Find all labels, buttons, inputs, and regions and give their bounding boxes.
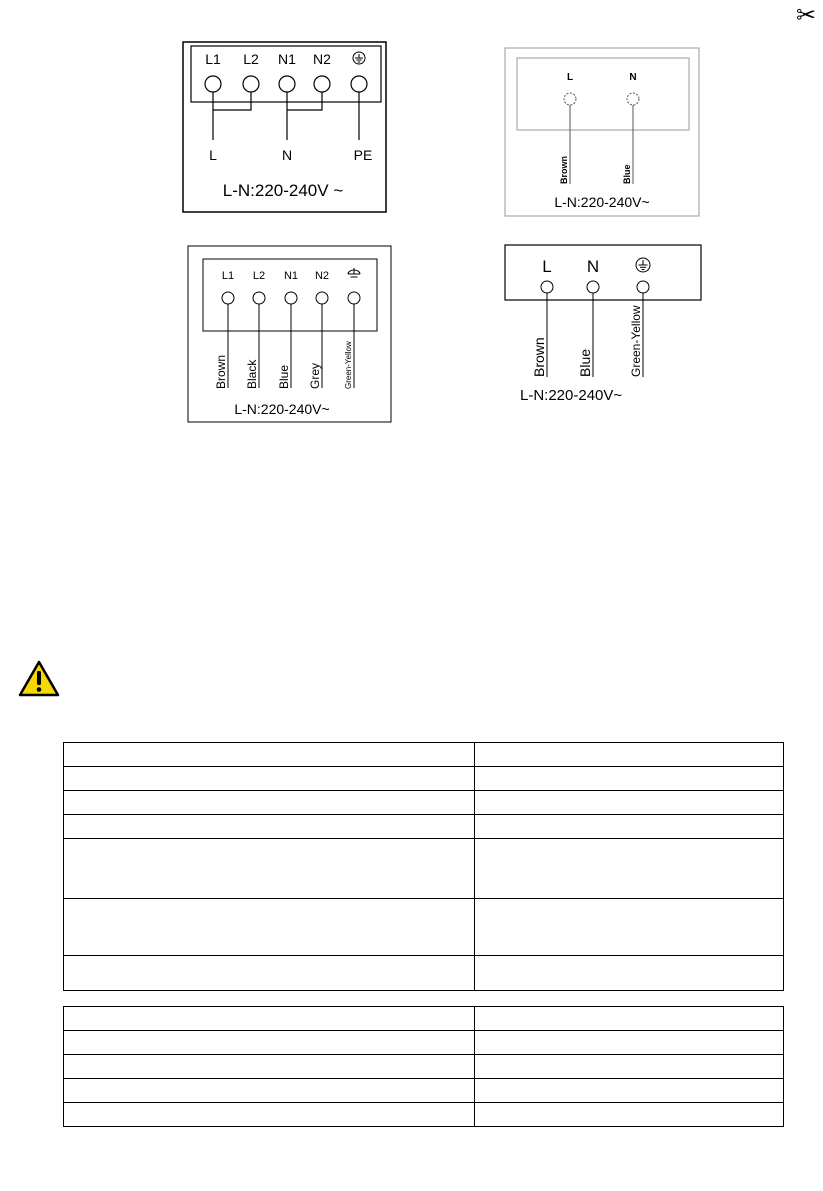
terminal-label: N2 bbox=[314, 270, 330, 282]
table-cell bbox=[64, 1079, 475, 1103]
table-row bbox=[64, 791, 784, 815]
wire-label: Blue bbox=[577, 348, 593, 377]
wire-label: Blue bbox=[277, 364, 291, 389]
table-cell bbox=[475, 1079, 784, 1103]
terminal-screw bbox=[587, 281, 599, 293]
terminal-label: L bbox=[566, 72, 574, 83]
table-cell bbox=[64, 1103, 475, 1127]
terminal-label: L2 bbox=[243, 51, 259, 67]
terminal-screw bbox=[205, 76, 221, 92]
terminal-label: L bbox=[542, 257, 552, 276]
table-row bbox=[64, 1103, 784, 1127]
output-label: L bbox=[209, 147, 217, 163]
warning-triangle-icon bbox=[18, 660, 60, 703]
terminal-screw bbox=[314, 76, 330, 92]
table-cell bbox=[475, 815, 784, 839]
table-row bbox=[64, 1079, 784, 1103]
voltage-caption: L-N:220-240V~ bbox=[234, 401, 330, 417]
table-row bbox=[64, 956, 784, 991]
table-cell bbox=[64, 956, 475, 991]
earth-icon bbox=[348, 268, 360, 277]
terminal-screw bbox=[243, 76, 259, 92]
table-cell bbox=[475, 791, 784, 815]
table-cell bbox=[64, 1031, 475, 1055]
terminal-screw bbox=[627, 93, 639, 105]
wire-label: Brown bbox=[531, 337, 547, 377]
table-cell bbox=[64, 1055, 475, 1079]
table-cell bbox=[64, 839, 475, 899]
output-label: N bbox=[281, 147, 293, 163]
diagram-terminal-block-d bbox=[505, 245, 705, 410]
table-row bbox=[64, 743, 784, 767]
terminal-label: N bbox=[629, 72, 637, 83]
terminal-screw bbox=[541, 281, 553, 293]
voltage-caption: L-N:220-240V ~ bbox=[222, 181, 344, 200]
table-row bbox=[64, 815, 784, 839]
table-cell bbox=[475, 1007, 784, 1031]
table-cell bbox=[64, 791, 475, 815]
scissors-icon: ✂ bbox=[796, 2, 817, 29]
table-cell bbox=[64, 899, 475, 956]
wire-label: Green-Yellow bbox=[344, 341, 353, 389]
terminal-screw bbox=[564, 93, 576, 105]
terminal-label: N bbox=[586, 257, 600, 276]
terminal-screw bbox=[285, 292, 297, 304]
terminal-label: N2 bbox=[313, 51, 331, 67]
table-cell bbox=[475, 839, 784, 899]
table-row bbox=[64, 1055, 784, 1079]
table-row bbox=[64, 839, 784, 899]
earth-icon bbox=[636, 258, 650, 272]
terminal-label: L1 bbox=[205, 51, 221, 67]
terminal-label: N1 bbox=[278, 51, 296, 67]
wire-label: Grey bbox=[308, 362, 322, 389]
wire-label: Brown bbox=[214, 354, 228, 389]
terminal-screw bbox=[222, 292, 234, 304]
table-cell bbox=[475, 1103, 784, 1127]
terminal-label: L1 bbox=[221, 270, 235, 282]
terminal-screw bbox=[348, 292, 360, 304]
terminal-screw bbox=[279, 76, 295, 92]
wire-label: Black bbox=[245, 359, 259, 389]
terminal-label: L2 bbox=[252, 270, 266, 282]
table-row bbox=[64, 899, 784, 956]
table-cell bbox=[475, 1031, 784, 1055]
table-row bbox=[64, 1007, 784, 1031]
table-row bbox=[64, 767, 784, 791]
table-cell bbox=[64, 767, 475, 791]
diagram-terminal-block-a bbox=[183, 42, 388, 214]
spec-table-1 bbox=[63, 742, 784, 991]
table-cell bbox=[475, 1055, 784, 1079]
diagram-terminal-block-b bbox=[505, 48, 701, 218]
diagram-terminal-block-c bbox=[188, 246, 393, 424]
terminal-screw bbox=[316, 292, 328, 304]
table-cell bbox=[64, 743, 475, 767]
spec-table-2 bbox=[63, 1006, 784, 1127]
table-cell bbox=[475, 743, 784, 767]
terminal-screw bbox=[253, 292, 265, 304]
terminal-label: N1 bbox=[283, 270, 299, 282]
earth-icon bbox=[353, 52, 365, 64]
voltage-caption: L-N:220-240V~ bbox=[554, 194, 650, 210]
table-cell bbox=[475, 956, 784, 991]
table-row bbox=[64, 1031, 784, 1055]
table-cell bbox=[475, 767, 784, 791]
wire-label: Brown bbox=[559, 156, 569, 184]
terminal-screw bbox=[637, 281, 649, 293]
voltage-caption: L-N:220-240V~ bbox=[520, 387, 623, 404]
output-label: PE bbox=[353, 147, 373, 163]
table-cell bbox=[64, 815, 475, 839]
table-cell bbox=[475, 899, 784, 956]
wire-label: Green-Yellow bbox=[629, 305, 643, 377]
table-cell bbox=[64, 1007, 475, 1031]
wire-label: Blue bbox=[622, 164, 632, 184]
terminal-screw bbox=[351, 76, 367, 92]
